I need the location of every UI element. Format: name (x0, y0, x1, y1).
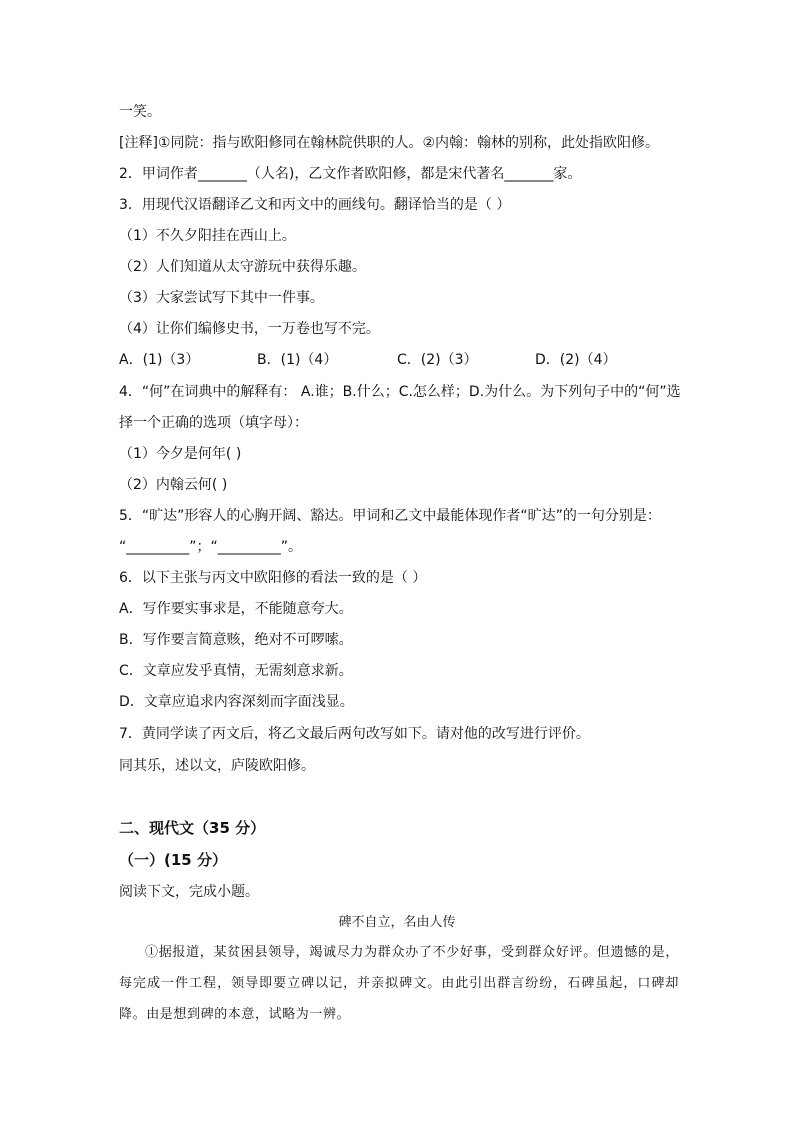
q6-option-b: B．写作要言简意赅，绝对不可啰嗦。 (119, 632, 353, 648)
reading-instruction: 阅读下文，完成小题。 (119, 884, 259, 900)
q4-item-1: （1）今夕是何年( ) (119, 446, 242, 462)
q3-item-2: （2）人们知道从太守游玩中获得乐趣。 (119, 259, 366, 275)
question-5-blanks: “_________”；“_________”。 (119, 539, 303, 555)
q3-option-b: B．(1)（4） (257, 352, 338, 368)
question-4-cont: 择一个正确的选项（填字母）： (119, 415, 308, 431)
q6-option-d: D．文章应追求内容深刻而字面浅显。 (119, 694, 354, 710)
section-heading: 二、现代文（35 分） (119, 819, 266, 837)
essay-paragraph-1: ①据报道，某贫困县领导，竭诚尽力为群众办了不少好事，受到群众好评。但遗憾的是，每完成一件工程，领导即要立碑以记，并亲拟碑文。由此引出群言纷纷，石碑虽起，口碑却降。由是想到碑的本意，试略为一辨。 (119, 945, 679, 1022)
q4-item-2: （2）内翰云何( ) (119, 477, 228, 493)
question-3: 3．用现代汉语翻译乙文和丙文中的画线句。翻译恰当的是（ ） (119, 197, 511, 213)
essay-title: 碑不自立，名由人传 (338, 915, 456, 930)
rewrite-sentence: 同其乐，述以文，庐陵欧阳修。 (119, 758, 315, 774)
annotation-note: [注释]①同院：指与欧阳修同在翰林院供职的人。②内翰：翰林的别称，此处指欧阳修。 (119, 135, 660, 151)
question-5: 5．“旷达”形容人的心胸开阔、豁达。甲词和乙文中最能体现作者“旷达”的一句分别是： (119, 508, 661, 524)
q3-option-d: D．(2)（4） (535, 352, 617, 368)
question-7: 7．黄同学读了丙文后，将乙文最后两句改写如下。请对他的改写进行评价。 (119, 726, 590, 742)
q3-item-1: （1）不久夕阳挂在西山上。 (119, 228, 296, 244)
q3-option-a: A．(1)（3） (119, 352, 200, 368)
text-line: 一笑。 (119, 104, 161, 120)
subsection-heading: （一）(15 分） (119, 851, 227, 869)
q3-item-4: （4）让你们编修史书，一万卷也写不完。 (119, 321, 380, 337)
q6-option-c: C．文章应发乎真情，无需刻意求新。 (119, 663, 353, 679)
q6-option-a: A．写作要实事求是，不能随意夸大。 (119, 601, 353, 617)
question-2: 2．甲词作者_______（人名)，乙文作者欧阳修，都是宋代著名_______家。 (119, 166, 582, 182)
q3-option-c: C．(2)（3） (397, 352, 478, 368)
q3-item-3: （3）大家尝试写下其中一件事。 (119, 290, 324, 306)
question-6: 6．以下主张与丙文中欧阳修的看法一致的是（ ） (119, 570, 427, 586)
question-4: 4．“何”在词典中的解释有： A.谁；B.什么；C.怎么样；D.为什么。为下列句子中的“何”选 (119, 384, 681, 400)
